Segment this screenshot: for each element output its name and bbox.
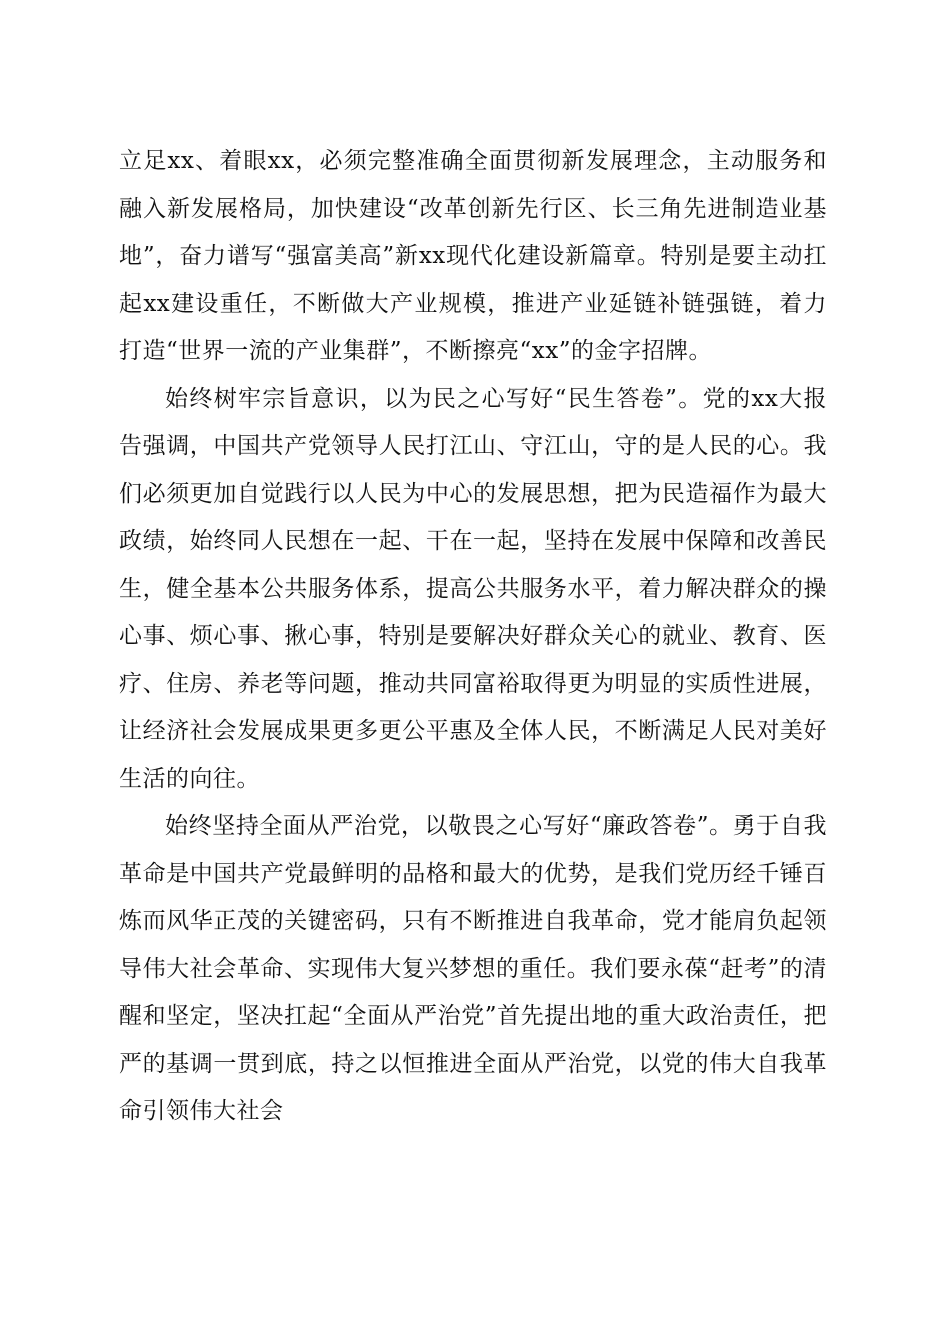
paragraph-livelihood: 始终树牢宗旨意识，以为民之心写好“民生答卷”。党的xx大报告强调，中国共产党领导人民打江山、守江山，守的是人民的心。我们必须更加自觉践行以人民为中心的发展思想，把为民造福作为最大政绩，始终同人民想在一起、干在一起，坚持在发展中保障和改善民生，健全基本公共服务体系，提高公共服务水平，着力解决群众的操心事、烦心事、揪心事，特别是要解决好群众关心的就业、教育、医疗、住房、养老等问题，推动共同富裕取得更为明显的实质性进展，让经济社会发展成果更多更公平惠及全体人民，不断满足人民对美好生活的向往。 <box>119 385 827 792</box>
paragraph-integrity: 始终坚持全面从严治党，以敬畏之心写好“廉政答卷”。勇于自我革命是中国共产党最鲜明的品格和最大的优势，是我们党历经千锤百炼而风华正茂的关键密码，只有不断推进自我革命，党才能肩负起领导伟大社会革命、实现伟大复兴梦想的重任。我们要永葆“赶考”的清醒和坚定，坚决扛起“全面从严治党”首先提出地的重大政治责任，把严的基调一贯到底，持之以恒推进全面从严治党，以党的伟大自我革命引领伟大社会 <box>119 813 827 1124</box>
paragraph-continued: 立足xx、着眼xx，必须完整准确全面贯彻新发展理念，主动服务和融入新发展格局，加快建设“改革创新先行区、长三角先进制造业基地”，奋力谱写“强富美高”新xx现代化建设新篇章。特别是要主动扛起xx建设重任，不断做大产业规模，推进产业延链补链强链，着力打造“世界一流的产业集群”，不断擦亮“xx”的金字招牌。 <box>119 148 827 364</box>
document-body <box>119 138 827 1136</box>
